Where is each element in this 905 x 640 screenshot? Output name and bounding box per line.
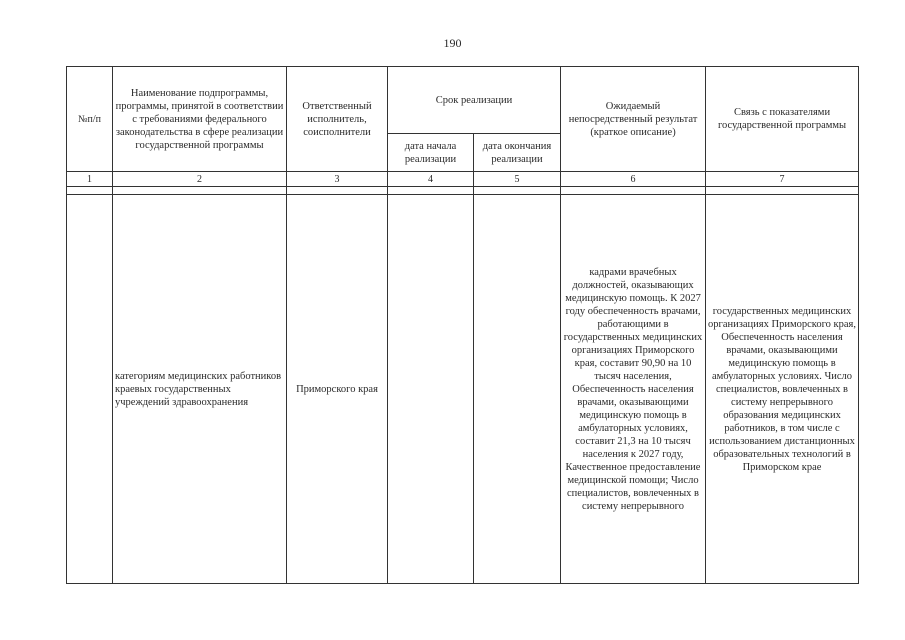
row-responsible: Приморского края <box>287 195 388 584</box>
row-result: кадрами врачебных должностей, оказывающих медицинскую помощь. К 2027 году обеспеченность врачами, работающими в государственных медицинских организациях Приморского края, составит 90,90 на 10 тысяч населения, Обеспеченность населения врачами, оказывающими медицинскую помощь в амбулаторных условиях, составит 21,3 на 10 тысяч населения к 2027 году, Качественное предоставление медицинской помощи; Число специалистов, вовлеченных в систему непрерывного <box>561 195 706 584</box>
header-responsible: Ответственный исполнитель, соисполнители <box>287 67 388 172</box>
header-term-end: дата окончания реализации <box>474 134 561 172</box>
column-number: 1 <box>67 172 113 187</box>
column-number: 2 <box>113 172 287 187</box>
row-end <box>474 195 561 584</box>
header-result: Ожидаемый непосредственный результат (краткое описание) <box>561 67 706 172</box>
column-number: 5 <box>474 172 561 187</box>
page-number: 190 <box>443 36 462 50</box>
column-number: 4 <box>388 172 474 187</box>
header-row <box>67 67 859 134</box>
row-link: государственных медицинских организациях Приморского края, Обеспеченность населения врачами, оказывающими медицинскую помощь в амбулаторных условиях. Число специалистов, вовлеченных в систему непрерывного образования медицинских работников, в том числе с использованием дистанционных образовательных технологий в Приморском крае <box>706 195 859 584</box>
header-num: №п/п <box>67 67 113 172</box>
header-term: Срок реализации <box>388 67 561 134</box>
header-name: Наименование подпрограммы, программы, принятой в соответствии с требованиями федерального законодательства в сфере реализации государственной программы <box>113 67 287 172</box>
column-number: 3 <box>287 172 388 187</box>
row-num <box>67 195 113 584</box>
row-start <box>388 195 474 584</box>
spacer-row <box>67 187 859 195</box>
header-link: Связь с показателями государственной программы <box>706 67 859 172</box>
row-name: категориям медицинских работников краевых государственных учреждений здравоохранения <box>113 195 287 584</box>
program-table <box>66 66 859 584</box>
column-number-row <box>67 172 859 187</box>
header-term-start: дата начала реализации <box>388 134 474 172</box>
table-row <box>67 195 859 584</box>
column-number: 6 <box>561 172 706 187</box>
column-number: 7 <box>706 172 859 187</box>
